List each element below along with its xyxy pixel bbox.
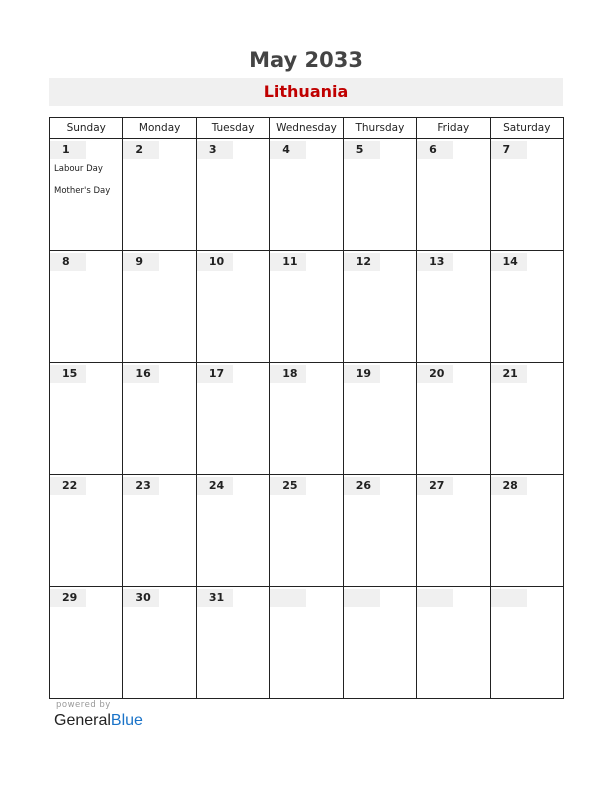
day-number-empty: [417, 589, 453, 607]
day-number: 13: [417, 253, 453, 271]
day-cell: [417, 139, 490, 251]
day-cell: [50, 363, 123, 475]
day-cell: [270, 139, 343, 251]
day-cell: [270, 251, 343, 363]
day-cell: [196, 587, 269, 699]
calendar-grid: [49, 117, 564, 699]
day-number: 10: [197, 253, 233, 271]
day-number: 12: [344, 253, 380, 271]
day-number: 28: [491, 477, 527, 495]
day-cell: [417, 475, 490, 587]
day-number-empty: [270, 589, 306, 607]
day-number: 9: [123, 253, 159, 271]
day-cell: [196, 475, 269, 587]
weekday-header: Friday: [417, 118, 490, 139]
day-number: 5: [344, 141, 380, 159]
brand-blue-text: Blue: [110, 712, 143, 729]
weekday-header: Thursday: [343, 118, 416, 139]
day-number: 26: [344, 477, 380, 495]
country-label: Lithuania: [49, 78, 563, 106]
weekday-header: Monday: [123, 118, 196, 139]
day-cell: [123, 363, 196, 475]
week-row: [50, 139, 564, 251]
day-cell-empty: [490, 587, 563, 699]
day-number: 4: [270, 141, 306, 159]
day-number: 7: [491, 141, 527, 159]
day-cell: [196, 251, 269, 363]
day-cell-empty: [270, 587, 343, 699]
day-cell: [270, 363, 343, 475]
day-number: 27: [417, 477, 453, 495]
day-cell: [343, 475, 416, 587]
day-number: 25: [270, 477, 306, 495]
day-cell: [270, 475, 343, 587]
day-cell: [123, 139, 196, 251]
day-number: 1: [50, 141, 86, 159]
day-cell-empty: [343, 587, 416, 699]
day-cell: [123, 475, 196, 587]
day-cell: [490, 251, 563, 363]
day-number: 21: [491, 365, 527, 383]
day-cell: [343, 251, 416, 363]
powered-by-text: powered by: [56, 700, 111, 710]
day-number-empty: [344, 589, 380, 607]
day-number: 8: [50, 253, 86, 271]
weekday-header: Saturday: [490, 118, 563, 139]
weekday-header: Wednesday: [270, 118, 343, 139]
day-cell: [50, 587, 123, 699]
day-number: 31: [197, 589, 233, 607]
day-number: 29: [50, 589, 86, 607]
day-cell: [50, 251, 123, 363]
day-cell: [343, 363, 416, 475]
day-cell: [490, 363, 563, 475]
day-number: 30: [123, 589, 159, 607]
day-cell-empty: [417, 587, 490, 699]
day-number: 3: [197, 141, 233, 159]
week-row: [50, 251, 564, 363]
day-cell: [343, 139, 416, 251]
day-number: 15: [50, 365, 86, 383]
day-number: 24: [197, 477, 233, 495]
day-cell: [123, 587, 196, 699]
day-cell: [417, 251, 490, 363]
holiday-label: Mother's Day: [54, 186, 111, 196]
day-cell: [123, 251, 196, 363]
generalblue-logo[interactable]: [54, 712, 143, 730]
page-title: May 2033: [249, 48, 363, 72]
weekday-header: Tuesday: [196, 118, 269, 139]
day-number: 18: [270, 365, 306, 383]
day-number: 2: [123, 141, 159, 159]
day-cell: [196, 139, 269, 251]
week-row: [50, 363, 564, 475]
day-number: 22: [50, 477, 86, 495]
day-number: 16: [123, 365, 159, 383]
week-row: [50, 475, 564, 587]
day-number: 23: [123, 477, 159, 495]
day-number: 6: [417, 141, 453, 159]
week-row: [50, 587, 564, 699]
day-cell: [196, 363, 269, 475]
day-number: 14: [491, 253, 527, 271]
day-cell: [417, 363, 490, 475]
day-cell: [50, 475, 123, 587]
weekday-header-row: [50, 118, 564, 139]
brand-general-text: General: [54, 712, 111, 729]
day-cell: [490, 475, 563, 587]
weekday-header: Sunday: [50, 118, 123, 139]
day-number: 19: [344, 365, 380, 383]
day-number-empty: [491, 589, 527, 607]
day-number: 17: [197, 365, 233, 383]
day-number: 11: [270, 253, 306, 271]
day-number: 20: [417, 365, 453, 383]
day-cell: [50, 139, 123, 251]
day-cell: [490, 139, 563, 251]
holiday-label: Labour Day: [54, 164, 103, 174]
